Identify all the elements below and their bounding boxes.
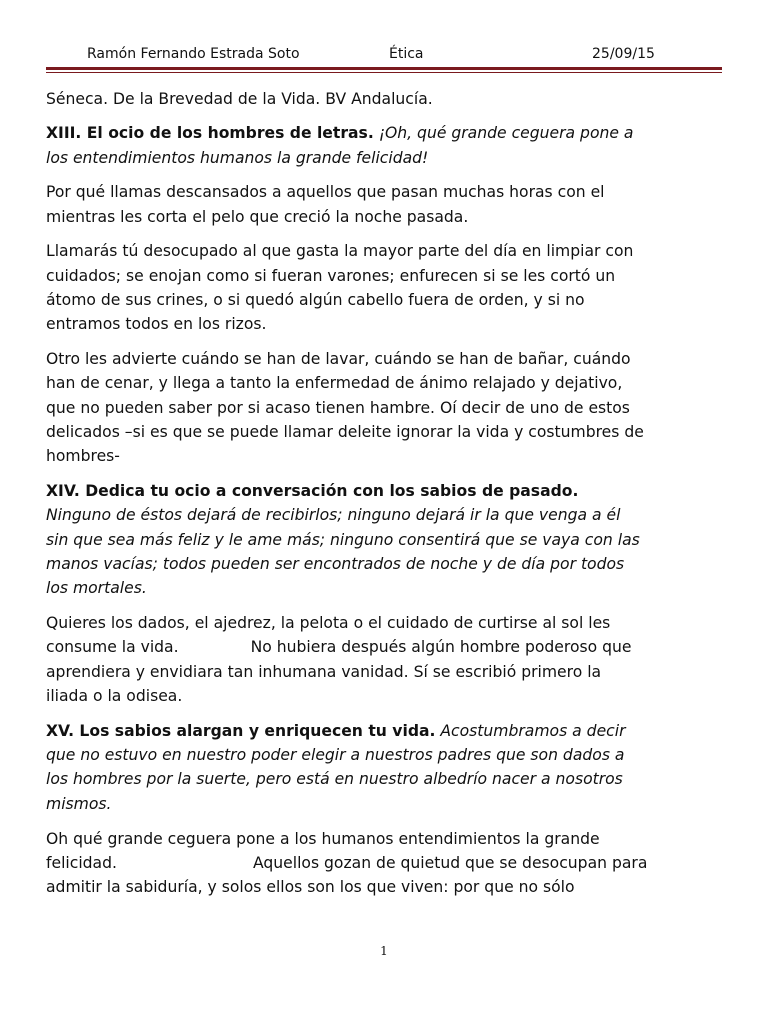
paragraph-line: que no pueden saber por si acaso tienen hambre. Oí decir de uno de estos [46, 398, 630, 417]
paragraph-3 [46, 347, 736, 468]
section-xiii-quote: ¡Oh, qué grande ceguera pone a [373, 124, 634, 143]
paragraph-line: Llamarás tú desocupado al que gasta la mayor parte del día en limpiar con [46, 242, 634, 261]
paragraph-fragment: Aquellos gozan de quietud que se desocupan para [252, 853, 648, 872]
paragraph-line: iliada o la odisea. [46, 687, 183, 706]
section-xv-heading: XV. Los sabios alargan y enriquecen tu vida. [46, 721, 436, 740]
paragraph-line: Quieres los dados, el ajedrez, la pelota o el cuidado de curtirse al sol les [46, 614, 611, 633]
paragraph-line: Por qué llamas descansados a aquellos que pasan muchas horas con el [46, 183, 605, 202]
paragraph-line: han de cenar, y llega a tanto la enfermedad de ánimo relajado y dejativo, [46, 374, 623, 393]
header-subject: Ética [389, 46, 424, 62]
paragraph-line: átomo de sus crines, o si quedó algún cabello fuera de orden, y si no [46, 291, 585, 310]
paragraph-1 [46, 180, 736, 229]
section-xiv-quote-line: los mortales. [46, 579, 147, 598]
section-xv-quote-line: los hombres por la suerte, pero está en nuestro albedrío nacer a nosotros [46, 770, 623, 789]
paragraph-line: hombres- [46, 447, 120, 466]
section-xiv-quote-line: sin que sea más feliz y le ame más; ninguno consentirá que se vaya con las [46, 530, 640, 549]
page-number: 1 [380, 944, 388, 958]
paragraph-fragment: consume la vida. [46, 638, 179, 657]
paragraph-line: cuidados; se enojan como si fueran varones; enfurecen si se les cortó un [46, 266, 616, 285]
section-xv-quote: Acostumbramos a decir [435, 721, 626, 740]
document-body [46, 87, 736, 910]
section-xiii [46, 121, 736, 170]
section-xiv-quote-line: manos vacías; todos pueden ser encontrados de noche y de día por todos [46, 555, 625, 574]
paragraph-line: entramos todos en los rizos. [46, 315, 267, 334]
paragraph-4 [46, 611, 736, 708]
section-xiv-quote-line: Ninguno de éstos dejará de recibirlos; ninguno dejará ir la que venga a él [46, 506, 621, 525]
page-header [0, 46, 768, 66]
document-title: Séneca. De la Brevedad de la Vida. BV Andalucía. [46, 90, 433, 108]
paragraph-line: Otro les advierte cuándo se han de lavar, cuándo se han de bañar, cuándo [46, 350, 631, 369]
section-xiv-heading: XIV. Dedica tu ocio a conversación con los sabios de pasado. [46, 482, 579, 501]
paragraph-line: Oh qué grande ceguera pone a los humanos entendimientos la grande [46, 829, 600, 848]
header-date: 25/09/15 [592, 46, 655, 62]
paragraph-fragment: No hubiera después algún hombre poderoso que [250, 638, 632, 657]
section-xv-quote-line: mismos. [46, 794, 112, 813]
paragraph-line: aprendiera y envidiara tan inhumana vanidad. Sí se escribió primero la [46, 662, 602, 681]
paragraph-line: admitir la sabiduría, y solos ellos son los que viven: por que no sólo [46, 878, 575, 897]
section-xiv [46, 479, 736, 600]
section-xv-quote-line: que no estuvo en nuestro poder elegir a nuestros padres que son dados a [46, 746, 625, 765]
section-xiii-heading: XIII. El ocio de los hombres de letras. [46, 124, 374, 143]
header-rule-thin [46, 72, 722, 73]
header-author: Ramón Fernando Estrada Soto [87, 46, 300, 62]
paragraph-line: mientras les corta el pelo que creció la noche pasada. [46, 207, 469, 226]
paragraph-2 [46, 239, 736, 336]
section-xiii-quote-line: los entendimientos humanos la grande felicidad! [46, 148, 429, 167]
paragraph-fragment: felicidad. [46, 853, 117, 872]
paragraph-5 [46, 827, 736, 900]
header-rule-thick [46, 67, 722, 70]
paragraph-line: delicados –si es que se puede llamar deleite ignorar la vida y costumbres de [46, 423, 644, 442]
section-xv [46, 719, 736, 816]
